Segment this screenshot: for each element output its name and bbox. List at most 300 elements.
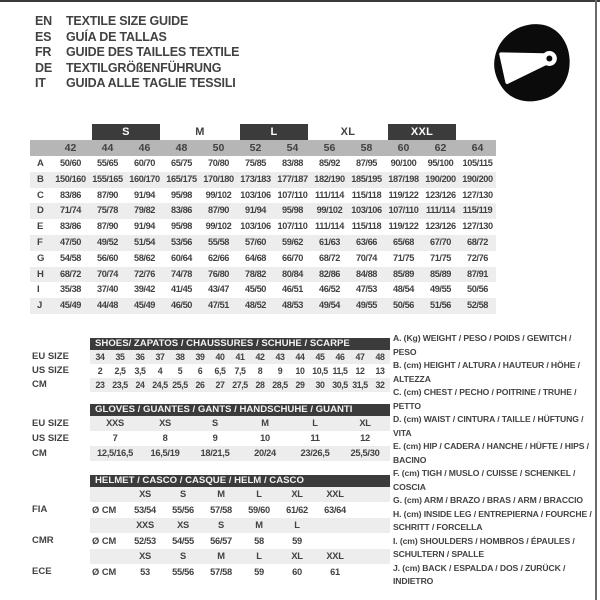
- measure-value-cell: 39/42: [134, 284, 155, 295]
- row-label: CM: [32, 379, 47, 390]
- helmet-size-cell: M: [255, 520, 263, 530]
- shoe-size-cell: 13: [375, 366, 385, 376]
- helmet-size-cell: XS: [177, 520, 189, 530]
- measure-values: [52, 219, 496, 235]
- measure-letter: E: [37, 221, 44, 233]
- language-title-list: [35, 14, 239, 92]
- helmet-value-cell: 59: [292, 536, 302, 546]
- standard-label-fia: FIA: [32, 504, 48, 515]
- measure-value-cell: 83/86: [171, 205, 192, 216]
- size-number-spacer: [30, 140, 52, 156]
- measure-value-cell: 85/92: [319, 158, 340, 168]
- measure-value-cell: 119/122: [388, 221, 419, 232]
- language-title: GUÍA DE TALLAS: [66, 29, 167, 44]
- measure-value-cell: 99/102: [316, 205, 343, 216]
- measure-value-cell: 51/54: [134, 236, 155, 247]
- shoe-size-cell: 36: [135, 352, 145, 362]
- measure-row-f: [30, 235, 496, 251]
- measure-value-cell: 150/160: [55, 173, 86, 184]
- measure-value-cell: 45/49: [134, 300, 155, 311]
- helmet-icon: [486, 18, 574, 106]
- helmet-cmr-values-row: [32, 533, 390, 549]
- shoe-size-cell: 26: [195, 380, 205, 390]
- measure-value-cell: 70/74: [97, 268, 118, 279]
- measure-value-cell: 111/114: [426, 205, 455, 216]
- shoes-title-bar: SHOES/ ZAPATOS / CHAUSSURES / SCHUHE / SCARPE: [90, 338, 390, 350]
- helmet-values: [90, 502, 390, 518]
- helmet-sizes: [90, 518, 390, 533]
- measure-value-cell: 57/60: [245, 236, 266, 247]
- measure-value-cell: 90/100: [390, 158, 417, 168]
- measure-value-cell: 68/72: [319, 252, 340, 263]
- shoe-size-cell: 29: [295, 380, 305, 390]
- measure-letter: C: [37, 189, 44, 201]
- measure-value-cell: 83/88: [282, 158, 303, 168]
- helmet-fia-values-row: [32, 502, 390, 518]
- measure-value-cell: 71/74: [60, 205, 81, 216]
- size-number-cell: 46: [138, 142, 151, 154]
- measure-value-cell: 48/52: [245, 300, 266, 311]
- measure-value-cell: 91/94: [134, 189, 155, 200]
- legend-item-g: G. (cm) ARM / BRAZO / BRAS / ARM / BRACCIO: [393, 495, 583, 505]
- helmet-sizes: [90, 549, 390, 564]
- gloves-section: [32, 404, 390, 461]
- measure-letter: H: [37, 268, 44, 280]
- helmet-size-cell: XS: [139, 489, 151, 499]
- glove-size-cell: 12: [360, 433, 370, 443]
- shoes-us-row: [32, 364, 390, 378]
- helmet-value-cell: 59/60: [248, 505, 270, 515]
- gloves-us-values: [90, 431, 390, 446]
- measure-value-cell: 84/88: [356, 268, 377, 279]
- size-band-xl: XL: [340, 126, 356, 138]
- measure-value-cell: 87/91: [467, 268, 488, 279]
- measure-value-cell: 68/72: [467, 236, 488, 247]
- helmet-value-cells: [126, 533, 316, 549]
- measure-values: [52, 156, 496, 172]
- size-number-row: [30, 140, 496, 156]
- measure-value-cell: 95/98: [171, 189, 192, 200]
- measure-value-cell: 103/106: [351, 205, 382, 216]
- shoe-size-cell: 38: [175, 352, 185, 362]
- gloves-cm-row: [32, 446, 390, 461]
- measure-value-cell: 87/90: [97, 189, 118, 200]
- helmet-size-cell: S: [180, 489, 186, 499]
- helmet-value-cell: 59: [254, 567, 264, 577]
- measure-value-cell: 64/68: [245, 252, 266, 263]
- measure-value-cell: 85/89: [393, 268, 414, 279]
- helmet-size-cell: S: [218, 520, 224, 530]
- shoe-size-cell: 11,5: [332, 366, 348, 376]
- measure-value-cell: 46/50: [171, 300, 192, 311]
- measure-values: [52, 251, 496, 267]
- gloves-cm-values: [90, 446, 390, 461]
- standard-label-cmr: CMR: [32, 535, 54, 546]
- shoe-size-cell: 43: [275, 352, 285, 362]
- measure-value-cell: 52/58: [467, 300, 488, 311]
- size-number-cell: 56: [323, 142, 336, 154]
- helmet-size-cell: XXL: [326, 489, 344, 499]
- shoes-eu-values: [90, 350, 390, 364]
- helmet-size-cells: [126, 549, 354, 564]
- size-number-cell: 44: [101, 142, 114, 154]
- helmet-value-cell: 56/57: [210, 536, 232, 546]
- language-code: DE: [35, 60, 52, 75]
- shoes-us-values: [90, 364, 390, 378]
- glove-size-cell: 25,5/30: [350, 448, 380, 458]
- measure-value-cell: 119/122: [388, 189, 419, 200]
- measure-value-cell: 44/48: [97, 300, 118, 311]
- measure-value-cell: 107/110: [277, 221, 308, 232]
- language-code: IT: [35, 76, 46, 91]
- helmet-size-cell: XS: [139, 551, 151, 561]
- gloves-eu-row: [32, 416, 390, 431]
- measure-value-cell: 103/106: [240, 221, 271, 232]
- glove-size-cell: 12,5/16,5: [96, 448, 134, 458]
- helmet-size-cell: XXL: [326, 551, 344, 561]
- measure-value-cell: 60/70: [134, 158, 155, 168]
- shoe-size-cell: 8: [257, 366, 263, 376]
- size-number-cell: 64: [471, 142, 484, 154]
- measure-value-cell: 87/90: [208, 205, 229, 216]
- helmet-size-cell: XL: [291, 489, 303, 499]
- measure-value-cell: 46/52: [319, 284, 340, 295]
- measure-value-cell: 47/53: [356, 284, 377, 295]
- helmet-size-cell: L: [294, 520, 300, 530]
- size-number-cell: 50: [212, 142, 225, 154]
- measure-value-cell: 75/78: [97, 205, 118, 216]
- measure-value-cell: 48/54: [393, 284, 414, 295]
- shoes-cm-values: [90, 378, 390, 392]
- measure-value-cell: 70/74: [356, 252, 377, 263]
- measure-letter: G: [37, 252, 45, 264]
- helmet-value-cells: [126, 564, 354, 580]
- measure-value-cell: 83/86: [60, 221, 81, 232]
- language-title: GUIDA ALLE TAGLIE TESSILI: [66, 76, 236, 91]
- language-title: GUIDE DES TAILLES TEXTILE: [66, 45, 240, 60]
- measure-letter: A: [37, 158, 44, 169]
- helmet-cmr-sizes-row: [32, 518, 390, 533]
- helmet-value-cell: 53/54: [134, 505, 156, 515]
- shoe-size-cell: 27,5: [232, 380, 248, 390]
- shoe-size-cell: 31,5: [352, 380, 368, 390]
- measure-value-cell: 45/50: [245, 284, 266, 295]
- textile-size-table: [30, 124, 496, 314]
- unit-spacer: [90, 487, 126, 502]
- language-row-fr: [35, 45, 239, 61]
- size-number-cell: 62: [434, 142, 447, 154]
- measure-value-cell: 177/187: [277, 173, 308, 184]
- shoe-size-cell: 5: [177, 366, 183, 376]
- shoe-size-cell: 28: [255, 380, 265, 390]
- measure-values: [52, 267, 496, 283]
- top-border-line: [0, 0, 600, 2]
- measure-value-cell: 173/183: [240, 173, 271, 184]
- shoe-size-cell: 46: [335, 352, 345, 362]
- measure-value-cell: 83/86: [60, 189, 81, 200]
- helmet-value-cell: 60: [292, 567, 302, 577]
- language-code: FR: [35, 45, 52, 60]
- measure-row-i: [30, 282, 496, 298]
- helmet-value-cell: 63/64: [324, 505, 346, 515]
- legend-item-h: H. (cm) INSIDE LEG / ENTREPIERNA / FOURCHE / SCHRITT / FORCELLA: [393, 508, 592, 532]
- glove-size-cell: L: [312, 418, 318, 428]
- measure-value-cell: 76/80: [208, 268, 229, 279]
- shoes-cm-row: [32, 378, 390, 392]
- shoe-size-cell: 6: [197, 366, 203, 376]
- measure-letter: F: [37, 236, 43, 248]
- helmet-value-cell: 57/58: [210, 505, 232, 515]
- measure-value-cell: 111/114: [315, 221, 344, 232]
- measure-value-cell: 51/56: [430, 300, 451, 311]
- shoe-size-cell: 9: [277, 366, 283, 376]
- measure-value-cell: 160/170: [129, 173, 160, 184]
- measure-value-cell: 78/82: [245, 268, 266, 279]
- standard-label-ece: ECE: [32, 566, 52, 577]
- helmet-size-cell: L: [256, 489, 262, 499]
- measure-value-cell: 49/55: [430, 284, 451, 295]
- measure-value-cell: 123/126: [425, 189, 456, 200]
- helmet-ece-sizes-row: [32, 549, 390, 564]
- gloves-us-row: [32, 431, 390, 446]
- shoes-eu-row: [32, 350, 390, 364]
- measure-value-cell: 127/130: [462, 221, 493, 232]
- measure-value-cell: 182/190: [314, 173, 345, 184]
- measure-value-cell: 62/66: [208, 252, 229, 263]
- measure-value-cell: 190/200: [425, 173, 456, 184]
- helmet-value-cell: 52/53: [134, 536, 156, 546]
- measure-value-cell: 35/38: [60, 284, 81, 295]
- helmet-value-cell: 55/56: [172, 505, 194, 515]
- size-band-row: [30, 124, 496, 140]
- row-label: CM: [32, 448, 47, 459]
- measure-value-cell: 56/60: [97, 252, 118, 263]
- row-label: [32, 549, 90, 564]
- measure-values: [52, 282, 496, 298]
- diameter-unit: Ø CM: [92, 536, 117, 546]
- measure-value-cell: 47/51: [208, 300, 229, 311]
- measure-value-cell: 49/54: [319, 300, 340, 311]
- helmet-size-cells: [126, 487, 354, 502]
- measure-values: [52, 235, 496, 251]
- right-border-line: [595, 0, 597, 600]
- measure-value-cell: 115/118: [351, 189, 382, 200]
- shoe-size-cell: 39: [195, 352, 205, 362]
- measure-value-cell: 87/90: [97, 221, 118, 232]
- row-label: [32, 518, 90, 533]
- helmet-size-cell: L: [256, 551, 262, 561]
- measure-value-cell: 105/115: [462, 158, 493, 168]
- shoe-size-cell: 25,5: [172, 380, 188, 390]
- shoe-size-cell: 10,5: [312, 366, 328, 376]
- measure-value-cell: 68/72: [60, 268, 81, 279]
- measure-value-cell: 63/66: [356, 236, 377, 247]
- shoe-size-cell: 24: [135, 380, 145, 390]
- size-band-spacer: [30, 124, 89, 140]
- size-number-cells: [52, 140, 496, 156]
- diameter-unit: Ø CM: [92, 505, 117, 515]
- legend-item-c: C. (cm) CHEST / PECHO / POITRINE / TRUHE / PETTO: [393, 387, 577, 411]
- measure-value-cell: 55/65: [97, 158, 118, 168]
- measure-value-cell: 170/180: [203, 173, 234, 184]
- size-band-xxl: XXL: [385, 124, 459, 140]
- measure-value-cell: 47/50: [60, 236, 81, 247]
- glove-size-cell: XXS: [106, 418, 124, 428]
- row-label: US SIZE: [32, 365, 69, 376]
- shoe-size-cell: 23: [95, 380, 105, 390]
- language-row-de: [35, 61, 239, 77]
- shoe-size-cell: 32: [375, 380, 385, 390]
- glove-size-cell: 18/21,5: [200, 448, 230, 458]
- row-label: EU SIZE: [32, 418, 69, 429]
- measure-row-b: [30, 172, 496, 188]
- helmet-value-cell: 57/58: [210, 567, 232, 577]
- measure-value-cell: 185/195: [351, 173, 382, 184]
- size-number-cell: 48: [175, 142, 188, 154]
- measure-values: [52, 298, 496, 314]
- measure-value-cell: 107/110: [277, 189, 308, 200]
- legend-item-f: F. (cm) TIGH / MUSLO / CUISSE / SCHENKEL / COSCIA: [393, 468, 576, 492]
- shoes-section: [32, 338, 390, 392]
- measure-value-cell: 50/60: [60, 158, 81, 168]
- shoe-size-cell: 12: [355, 366, 365, 376]
- glove-size-cell: XL: [359, 418, 371, 428]
- size-band-s: S: [89, 124, 163, 140]
- helmet-ece-values-row: [32, 564, 390, 580]
- measure-value-cell: 45/49: [60, 300, 81, 311]
- size-number-cell: 60: [397, 142, 410, 154]
- legend-item-b: B. (cm) HEIGHT / ALTURA / HAUTEUR / HÖHE / ALTEZZA: [393, 360, 580, 384]
- measure-value-cell: 37/40: [97, 284, 118, 295]
- measure-value-cell: 155/165: [92, 173, 123, 184]
- measure-value-cell: 115/118: [351, 221, 382, 232]
- language-row-en: [35, 14, 239, 30]
- language-code: EN: [35, 14, 52, 28]
- measure-value-cell: 123/126: [425, 221, 456, 232]
- glove-size-cell: S: [212, 418, 218, 428]
- measure-value-cell: 107/110: [388, 205, 419, 216]
- row-label: US SIZE: [32, 433, 69, 444]
- helmet-size-cell: M: [217, 489, 225, 499]
- gloves-eu-values: [90, 416, 390, 431]
- glove-size-cell: 8: [162, 433, 168, 443]
- helmet-value-cell: 61: [330, 567, 340, 577]
- measure-value-cell: 53/56: [171, 236, 192, 247]
- shoe-size-cell: 42: [255, 352, 265, 362]
- measure-value-cell: 61/63: [319, 236, 340, 247]
- measure-row-e: [30, 219, 496, 235]
- shoe-size-cell: 2: [97, 366, 103, 376]
- measure-value-cell: 91/94: [245, 205, 266, 216]
- measure-value-cell: 71/75: [393, 252, 414, 263]
- glove-size-cell: 9: [212, 433, 218, 443]
- glove-size-cell: 16,5/19: [150, 448, 180, 458]
- shoe-size-cell: 30: [315, 380, 325, 390]
- measure-value-cell: 99/102: [205, 189, 232, 200]
- measure-value-cell: 58/62: [134, 252, 155, 263]
- unit-spacer: [90, 549, 126, 564]
- measure-value-cell: 46/51: [282, 284, 303, 295]
- language-row-es: [35, 30, 239, 46]
- measure-value-cell: 65/75: [171, 158, 192, 168]
- shoe-size-cell: 2,5: [114, 366, 126, 376]
- helmet-size-cell: XL: [291, 551, 303, 561]
- measure-value-cell: 95/100: [427, 158, 454, 168]
- glove-size-cell: 11: [310, 433, 320, 443]
- size-band-l: L: [237, 124, 311, 140]
- helmet-size-cell: M: [217, 551, 225, 561]
- measure-letter: I: [37, 284, 40, 296]
- measure-values: [52, 203, 496, 219]
- size-number-cell: 58: [360, 142, 373, 154]
- shoe-size-cell: 47: [355, 352, 365, 362]
- measure-row-a: [30, 156, 496, 172]
- glove-size-cell: 20/24: [254, 448, 276, 458]
- language-code: ES: [35, 29, 52, 44]
- helmet-value-cell: 58: [254, 536, 264, 546]
- shoe-size-cell: 28,5: [272, 380, 288, 390]
- shoe-size-cell: 23,5: [112, 380, 128, 390]
- legend-item-j: J. (cm) BACK / ESPALDA / DOS / ZURÜCK / INDIETRO: [393, 562, 566, 586]
- size-band-m: M: [195, 126, 205, 138]
- shoe-size-cell: 30,5: [332, 380, 348, 390]
- measure-value-cell: 65/68: [393, 236, 414, 247]
- glove-size-cell: 23/26,5: [300, 448, 330, 458]
- measure-value-cell: 85/89: [430, 268, 451, 279]
- glove-size-cell: 10: [260, 433, 270, 443]
- measure-row-d: [30, 203, 496, 219]
- measure-value-cell: 79/82: [134, 205, 155, 216]
- helmet-sizes: [90, 487, 390, 502]
- language-title: TEXTILE SIZE GUIDE: [66, 14, 189, 28]
- helmet-value-cells: [126, 502, 354, 518]
- helmet-section: [32, 475, 390, 580]
- measure-value-cell: 115/119: [462, 205, 493, 216]
- legend-item-i: I. (cm) SHOULDERS / HOMBROS / ÉPAULES / SCHULTERN / SPALLE: [393, 535, 575, 559]
- measure-value-cell: 67/70: [430, 236, 451, 247]
- measure-value-cell: 165/175: [166, 173, 197, 184]
- measure-value-cell: 187/198: [388, 173, 419, 184]
- measure-row-h: [30, 267, 496, 283]
- measure-value-cell: 48/53: [282, 300, 303, 311]
- measure-value-cell: 50/56: [467, 284, 488, 295]
- measure-value-cell: 80/84: [282, 268, 303, 279]
- measure-values: [52, 172, 496, 188]
- language-title: TEXTILGRÖßENFÜHRUNG: [66, 60, 222, 75]
- helmet-values: [90, 533, 390, 549]
- measure-value-cell: 54/58: [60, 252, 81, 263]
- size-number-cell: 42: [64, 142, 77, 154]
- legend-item-e: E. (cm) HIP / CADERA / HANCHE / HÜFTE / HIPS / BACINO: [393, 441, 589, 465]
- helmet-values: [90, 564, 390, 580]
- shoe-size-cell: 27: [215, 380, 225, 390]
- diameter-unit: Ø CM: [92, 567, 117, 577]
- row-label: EU SIZE: [32, 351, 69, 362]
- measure-row-g: [30, 251, 496, 267]
- unit-spacer: [90, 518, 126, 533]
- measure-value-cell: 95/98: [282, 205, 303, 216]
- measure-value-cell: 103/106: [240, 189, 271, 200]
- measure-value-cell: 55/58: [208, 236, 229, 247]
- glove-size-cell: M: [261, 418, 269, 428]
- measure-value-cell: 74/78: [171, 268, 192, 279]
- measure-value-cell: 49/52: [97, 236, 118, 247]
- measure-value-cell: 127/130: [462, 189, 493, 200]
- shoe-size-cell: 34: [95, 352, 105, 362]
- helmet-size-cell: S: [180, 551, 186, 561]
- shoe-size-cell: 45: [315, 352, 325, 362]
- measure-value-cell: 190/200: [462, 173, 493, 184]
